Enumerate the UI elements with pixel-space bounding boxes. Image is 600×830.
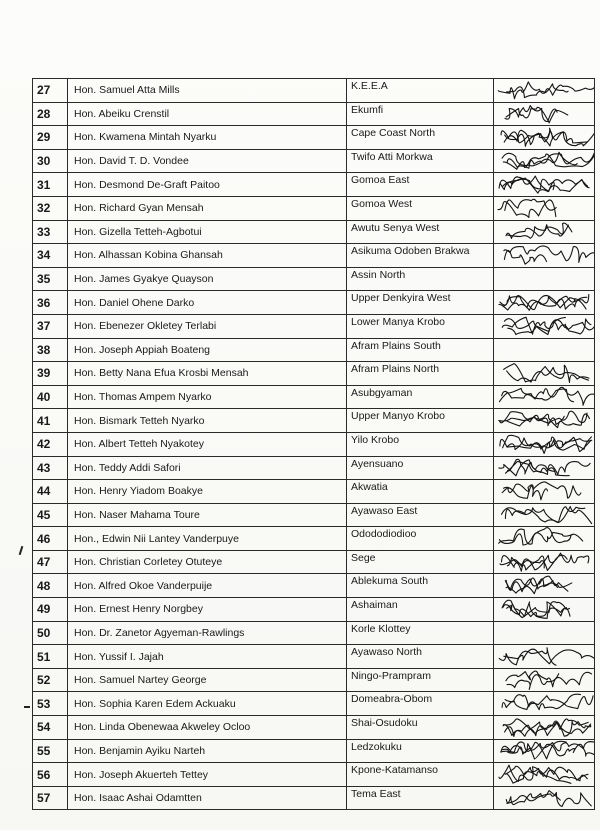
- row-number: 49: [33, 598, 68, 622]
- constituency: Ayawaso North: [347, 645, 494, 669]
- row-number: 55: [33, 739, 68, 763]
- table-row: [33, 220, 595, 244]
- table-row: [33, 739, 595, 763]
- row-number: 38: [33, 338, 68, 362]
- member-name: Hon. Bismark Tetteh Nyarko: [68, 409, 347, 433]
- member-name: Hon. Sophia Karen Edem Ackuaku: [68, 692, 347, 716]
- handwritten-signature: [494, 362, 594, 385]
- row-number: 46: [33, 527, 68, 551]
- constituency: Tema East: [347, 786, 494, 810]
- row-number: 56: [33, 763, 68, 787]
- member-name: Hon. Benjamin Ayiku Narteh: [68, 739, 347, 763]
- member-name: Hon. Gizella Tetteh-Agbotui: [68, 220, 347, 244]
- row-number: 31: [33, 173, 68, 197]
- member-name: Hon. Henry Yiadom Boakye: [68, 480, 347, 504]
- table-row: [33, 621, 595, 645]
- signature-cell: [494, 102, 595, 126]
- table-row: [33, 173, 595, 197]
- row-number: 27: [33, 79, 68, 103]
- table-row: [33, 79, 595, 103]
- member-name: Hon. Yussif I. Jajah: [68, 645, 347, 669]
- row-number: 42: [33, 432, 68, 456]
- row-number: 54: [33, 716, 68, 740]
- handwritten-signature: [494, 244, 594, 267]
- row-number: 40: [33, 385, 68, 409]
- table-row: [33, 196, 595, 220]
- signature-cell: [494, 149, 595, 173]
- handwritten-signature: [494, 457, 594, 480]
- member-name: Hon. Naser Mahama Toure: [68, 503, 347, 527]
- signature-cell: [494, 79, 595, 103]
- member-name: Hon. Betty Nana Efua Krosbi Mensah: [68, 362, 347, 386]
- table-row: [33, 550, 595, 574]
- signature-cell: [494, 480, 595, 504]
- row-number: 34: [33, 244, 68, 268]
- constituency: Yilo Krobo: [347, 432, 494, 456]
- member-name: Hon. Kwamena Mintah Nyarku: [68, 126, 347, 150]
- row-number: 39: [33, 362, 68, 386]
- handwritten-signature: [494, 763, 594, 786]
- signature-cell: [494, 220, 595, 244]
- constituency: Cape Coast North: [347, 126, 494, 150]
- table-row: [33, 598, 595, 622]
- member-name: Hon. Desmond De-Graft Paitoo: [68, 173, 347, 197]
- table-row: [33, 267, 595, 291]
- table-row: [33, 503, 595, 527]
- signature-cell: [494, 739, 595, 763]
- row-number: 33: [33, 220, 68, 244]
- member-name: Hon. Albert Tetteh Nyakotey: [68, 432, 347, 456]
- member-name: Hon. Teddy Addi Safori: [68, 456, 347, 480]
- signature-cell: [494, 503, 595, 527]
- signature-cell: [494, 338, 595, 362]
- member-name: Hon. James Gyakye Quayson: [68, 267, 347, 291]
- constituency: Ningo-Prampram: [347, 668, 494, 692]
- constituency: Ayawaso East: [347, 503, 494, 527]
- row-number: 44: [33, 480, 68, 504]
- handwritten-signature: [494, 740, 594, 763]
- member-name: Hon. Linda Obenewaa Akweley Ocloo: [68, 716, 347, 740]
- member-name: Hon. Ebenezer Okletey Terlabi: [68, 314, 347, 338]
- constituency: Odododiodioo: [347, 527, 494, 551]
- constituency: Afram Plains South: [347, 338, 494, 362]
- signature-cell: [494, 196, 595, 220]
- handwritten-signature: [494, 386, 594, 409]
- constituency: Ekumfi: [347, 102, 494, 126]
- signature-cell: [494, 550, 595, 574]
- table-row: [33, 692, 595, 716]
- table-row: [33, 763, 595, 787]
- constituency: K.E.E.A: [347, 79, 494, 103]
- member-name: Hon. Joseph Appiah Boateng: [68, 338, 347, 362]
- signature-cell: [494, 621, 595, 645]
- member-name: Hon. David T. D. Vondee: [68, 149, 347, 173]
- row-number: 28: [33, 102, 68, 126]
- table-row: [33, 385, 595, 409]
- constituency: Gomoa East: [347, 173, 494, 197]
- member-name: Hon. Richard Gyan Mensah: [68, 196, 347, 220]
- handwritten-signature: [494, 598, 594, 621]
- constituency: Gomoa West: [347, 196, 494, 220]
- table-row: [33, 645, 595, 669]
- constituency: Ayensuano: [347, 456, 494, 480]
- constituency: Upper Manyo Krobo: [347, 409, 494, 433]
- constituency: Kpone-Katamanso: [347, 763, 494, 787]
- row-number: 47: [33, 550, 68, 574]
- member-name: Hon. Samuel Atta Mills: [68, 79, 347, 103]
- signature-cell: [494, 267, 595, 291]
- signature-cell: [494, 645, 595, 669]
- handwritten-signature: [494, 574, 594, 597]
- table-row: [33, 314, 595, 338]
- signature-cell: [494, 244, 595, 268]
- constituency: Korle Klottey: [347, 621, 494, 645]
- signature-cell: [494, 291, 595, 315]
- table-body: [33, 79, 595, 810]
- member-name: Hon. Daniel Ohene Darko: [68, 291, 347, 315]
- signature-cell: [494, 716, 595, 740]
- constituency: Awutu Senya West: [347, 220, 494, 244]
- row-number: 35: [33, 267, 68, 291]
- handwritten-signature: [494, 787, 594, 810]
- member-name: Hon. Alhassan Kobina Ghansah: [68, 244, 347, 268]
- signature-cell: [494, 409, 595, 433]
- table-row: [33, 786, 595, 810]
- member-name: Hon. Abeiku Crenstil: [68, 102, 347, 126]
- row-number: 51: [33, 645, 68, 669]
- member-name: Hon. Dr. Zanetor Agyeman-Rawlings: [68, 621, 347, 645]
- handwritten-signature: [494, 409, 594, 432]
- table-row: [33, 527, 595, 551]
- member-name: Hon. Joseph Akuerteh Tettey: [68, 763, 347, 787]
- table-row: [33, 338, 595, 362]
- handwritten-signature: [494, 692, 594, 715]
- handwritten-signature: [494, 126, 594, 149]
- member-name: Hon. Samuel Nartey George: [68, 668, 347, 692]
- member-name: Hon. Isaac Ashai Odamtten: [68, 786, 347, 810]
- table-row: [33, 668, 595, 692]
- constituency: Twifo Atti Morkwa: [347, 149, 494, 173]
- handwritten-signature: [494, 221, 594, 244]
- constituency: Ledzokuku: [347, 739, 494, 763]
- member-name: Hon. Thomas Ampem Nyarko: [68, 385, 347, 409]
- row-number: 30: [33, 149, 68, 173]
- constituency: Domeabra-Obom: [347, 692, 494, 716]
- signature-cell: [494, 362, 595, 386]
- constituency: Ablekuma South: [347, 574, 494, 598]
- handwritten-signature: [494, 551, 594, 574]
- signature-cell: [494, 692, 595, 716]
- table-row: [33, 409, 595, 433]
- handwritten-signature: [494, 669, 594, 692]
- constituency: Asikuma Odoben Brakwa: [347, 244, 494, 268]
- handwritten-signature: [494, 291, 594, 314]
- row-number: 57: [33, 786, 68, 810]
- handwritten-signature: [494, 197, 594, 220]
- handwritten-signature: [494, 480, 594, 503]
- constituency: Asubgyaman: [347, 385, 494, 409]
- signature-cell: [494, 456, 595, 480]
- handwritten-signature: [494, 103, 594, 126]
- handwritten-signature: [494, 150, 594, 173]
- row-number: 50: [33, 621, 68, 645]
- constituency: Shai-Osudoku: [347, 716, 494, 740]
- row-number: 32: [33, 196, 68, 220]
- member-name: Hon. Alfred Okoe Vanderpuije: [68, 574, 347, 598]
- handwritten-signature: [494, 527, 594, 550]
- row-number: 48: [33, 574, 68, 598]
- row-number: 53: [33, 692, 68, 716]
- table-row: [33, 291, 595, 315]
- signature-table: [32, 78, 595, 810]
- signature-cell: [494, 173, 595, 197]
- handwritten-signature: [494, 173, 594, 196]
- row-number: 43: [33, 456, 68, 480]
- table-row: [33, 244, 595, 268]
- row-number: 37: [33, 314, 68, 338]
- constituency: Afram Plains North: [347, 362, 494, 386]
- signature-cell: [494, 314, 595, 338]
- member-name: Hon. Christian Corletey Otuteye: [68, 550, 347, 574]
- constituency: Ashaiman: [347, 598, 494, 622]
- row-number: 29: [33, 126, 68, 150]
- row-number: 52: [33, 668, 68, 692]
- table-row: [33, 574, 595, 598]
- table-row: [33, 716, 595, 740]
- constituency: Assin North: [347, 267, 494, 291]
- handwritten-signature: [494, 645, 594, 668]
- row-number: 45: [33, 503, 68, 527]
- handwritten-signature: [494, 79, 594, 102]
- handwritten-signature: [494, 433, 594, 456]
- handwritten-signature: [494, 315, 594, 338]
- row-number: 36: [33, 291, 68, 315]
- table-row: [33, 362, 595, 386]
- signature-cell: [494, 763, 595, 787]
- margin-mark: [19, 546, 24, 555]
- signature-cell: [494, 786, 595, 810]
- margin-mark: [24, 706, 30, 708]
- table-row: [33, 480, 595, 504]
- table-row: [33, 149, 595, 173]
- member-name: Hon. Ernest Henry Norgbey: [68, 598, 347, 622]
- signature-cell: [494, 385, 595, 409]
- constituency: Sege: [347, 550, 494, 574]
- signature-cell: [494, 598, 595, 622]
- table-row: [33, 456, 595, 480]
- member-name: Hon., Edwin Nii Lantey Vanderpuye: [68, 527, 347, 551]
- handwritten-signature: [494, 504, 594, 527]
- table-row: [33, 102, 595, 126]
- constituency: Akwatia: [347, 480, 494, 504]
- signature-cell: [494, 432, 595, 456]
- handwritten-signature: [494, 716, 594, 739]
- constituency: Upper Denkyira West: [347, 291, 494, 315]
- signature-cell: [494, 527, 595, 551]
- signature-cell: [494, 668, 595, 692]
- table-row: [33, 126, 595, 150]
- row-number: 41: [33, 409, 68, 433]
- constituency: Lower Manya Krobo: [347, 314, 494, 338]
- signature-cell: [494, 574, 595, 598]
- signature-cell: [494, 126, 595, 150]
- table-row: [33, 432, 595, 456]
